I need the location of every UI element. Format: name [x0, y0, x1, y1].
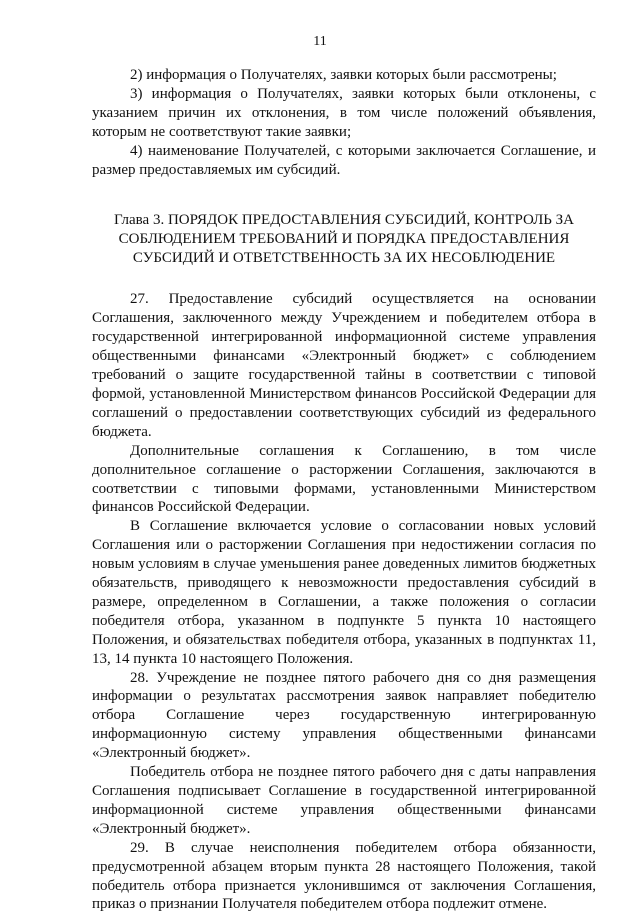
chapter-heading-line: Глава 3. ПОРЯДОК ПРЕДОСТАВЛЕНИЯ СУБСИДИЙ, КОНТРОЛЬ ЗА	[113, 212, 575, 229]
list-item-4: 4) наименование Получателей, с которыми заключается Соглашение, и размер предоставляемых им субсидий.	[92, 142, 596, 178]
chapter-heading-line: СОБЛЮДЕНИЕМ ТРЕБОВАНИЙ И ПОРЯДКА ПРЕДОСТАВЛЕНИЯ	[118, 231, 570, 248]
chapter-heading-line: СУБСИДИЙ И ОТВЕТСТВЕННОСТЬ ЗА ИХ НЕСОБЛЮДЕНИЕ	[132, 250, 556, 267]
page-number: 11	[313, 34, 327, 49]
paragraph-signing: Победитель отбора не позднее пятого рабочего дня с даты направления Соглашения подписывает Соглашение в государственной интегрированной информационной системе управления общественными финансами «Электронный бюджет».	[92, 764, 596, 837]
list-item-3: 3) информация о Получателях, заявки которых были отклонены, с указанием причин их отклонения, в том числе положений объявления, которым не соответствуют такие заявки;	[92, 85, 596, 140]
paragraph-27: 27. Предоставление субсидий осуществляется на основании Соглашения, заключенного между Учреждением и победителем отбора в государственной интегрированной информационной системе управления общественными финансами «Электронный бюджет» с соблюдением требований о защите государственной тайны в соответствии с типовой формой, установленной Министерством финансов Российской Федерации для соглашений о предоставлении соответствующих субсидий из федерального бюджета.	[92, 291, 596, 440]
paragraph-additional-agreements: Дополнительные соглашения к Соглашению, в том числе дополнительное соглашение о расторжении Соглашения, заключаются в соответствии с типовыми формами, установленными Министерством финансов Российской Федерации.	[92, 442, 596, 516]
paragraph-agreement-conditions: В Соглашение включается условие о согласовании новых условий Соглашения или о расторжении Соглашения при недостижении согласия по новым условиям в случае уменьшения ранее доведенных лимитов бюджетных обязательств, приводящего к невозможности предоставления субсидий в размере, определенном в Соглашении, а также положения о согласии победителя отбора, указанном в подпункте 5 пункта 10 настоящего Положения, и обязательствах победителя отбора, указанных в подпунктах 11, 13, 14 пункта 10 настоящего Положения.	[92, 518, 596, 667]
page-body	[92, 66, 596, 914]
chapter-heading	[92, 211, 596, 268]
paragraph-28: 28. Учреждение не позднее пятого рабочего дня со дня размещения информации о результатах рассмотрения заявок направляет победителю отбора Соглашение через государственную интегрированную информационную систему управления общественными финансами «Электронный бюджет».	[92, 669, 596, 762]
paragraph-29: 29. В случае неисполнения победителем отбора обязанности, предусмотренной абзацем вторым пункта 28 настоящего Положения, такой победитель отбора признается уклонившимся от заключения Соглашения, приказ о признании Получателя победителем отбора подлежит отмене.	[92, 839, 596, 913]
list-item-2: 2) информация о Получателях, заявки которых были рассмотрены;	[130, 67, 557, 83]
